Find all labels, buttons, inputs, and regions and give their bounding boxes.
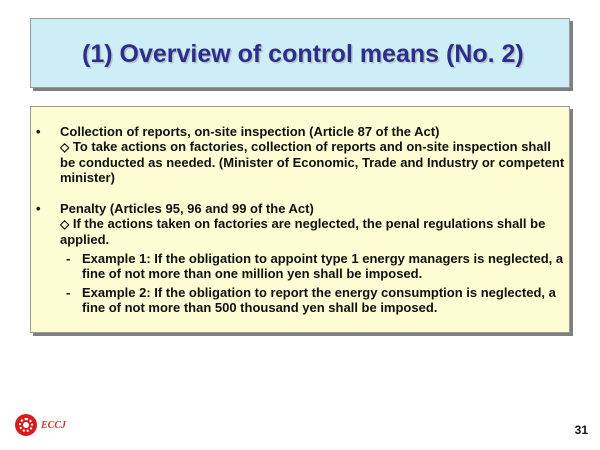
sun-logo-icon [15,414,37,436]
bullet-body [60,139,566,185]
logo-text: ECCJ [41,419,67,431]
content-text [36,124,566,315]
bullet-marker: • [36,124,41,139]
example-text: Example 1: If the obligation to appoint type 1 energy managers is neglected, a fine of not more than one million yen shall be imposed. [82,251,564,281]
page-number: 31 [574,423,588,437]
bullet-heading: Penalty (Articles 95, 96 and 99 of the Act) [60,201,314,216]
slide-title: (1) Overview of control means (No. 2) [82,40,524,68]
eccj-logo [15,414,66,436]
example-text: Example 2: If the obligation to report the energy consumption is neglected, a fine of not more than 500 thousand yen shall be imposed. [82,285,556,315]
diamond-icon: ◇ [60,217,70,231]
dash-marker: - [66,285,71,300]
bullet-heading: Collection of reports, on-site inspection (Article 87 of the Act) [60,124,440,139]
bullet-text: If the actions taken on factories are neglected, the penal regulations shall be applied. [60,216,546,247]
example-item [66,285,566,315]
bullet-item-penalty [36,201,566,315]
bullet-text: To take actions on factories, collection of reports and on-site inspection shall be conducted as needed. (Minister of Economic, Trade and Industry or competent minister) [60,139,565,185]
bullet-marker: • [36,201,41,216]
diamond-icon: ◇ [60,140,70,154]
bullet-item-reports [36,124,566,185]
example-item [66,251,566,281]
bullet-body [60,216,566,247]
dash-marker: - [66,251,71,266]
